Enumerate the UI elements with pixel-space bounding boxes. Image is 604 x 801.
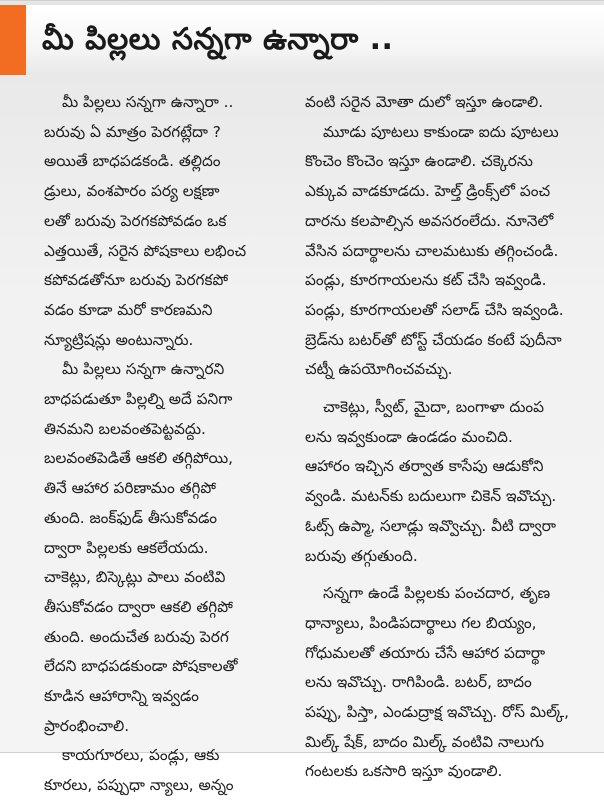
body-line: ద్వారా పిల్లలకు ఆకలేయదు. bbox=[44, 538, 209, 557]
paragraph-gap bbox=[305, 385, 589, 393]
body-line: తీసుకోవడం ద్వారా ఆకలి తగ్గిపో bbox=[44, 597, 233, 616]
body-line: వడం కూడా మరో కారణమని bbox=[44, 300, 213, 319]
body-line: పండ్లు, కూరగాయలతో సలాడ్ చేసి ఇవ్వండి. bbox=[305, 300, 564, 319]
body-line: పప్పు, పిస్తా, ఎండుద్రాక్ష ఇవొచ్చు. రోస్ మిల్క్, bbox=[305, 703, 570, 722]
body-line: మీ పిల్లలు సన్నగా ఉన్నారని bbox=[62, 360, 225, 379]
body-line: ఓట్స్ ఉప్మా, సలాడ్లు ఇవ్వొచ్చు. వీటి ద్వారా bbox=[305, 516, 556, 535]
body-line: ప్రారంభించాలి. bbox=[44, 716, 130, 735]
body-line: బలవంతపెడితే ఆకలి తగ్గిపోయి, bbox=[44, 449, 234, 468]
body-line: ఆహారం ఇచ్చిన తర్వాత కాసేపు ఆడుకోని bbox=[305, 457, 544, 476]
article-column-right bbox=[305, 88, 589, 787]
body-line: చాకెట్లు, బిస్కెట్లు పాలు వంటివి bbox=[44, 568, 226, 587]
body-line: తుంది. అందుచేత బరువు పెరగ bbox=[44, 627, 229, 646]
body-line: లేదని బాధపడకుండా పోషకాలతో bbox=[44, 657, 238, 676]
body-line: అయితే బాధపడకండి. తల్లిదం bbox=[44, 152, 221, 171]
body-line: సన్నగా ఉండే పిల్లలకు పంచదార, తృణ bbox=[323, 584, 551, 603]
body-line: లను ఇవొచ్చు. రాగిపిండి. బటర్, బాదం bbox=[305, 673, 532, 692]
article-title: మీ పిల్లలు సన్నగా ఉన్నారా .. bbox=[42, 22, 394, 57]
body-line: ఎత్తయితే, సరైన పోషకాలు లభించ bbox=[44, 241, 247, 260]
body-line: బ్రెడ్‌ను బటర్‌తో టోస్ట్ చేయడం కంటే పుదీనా bbox=[305, 330, 562, 349]
body-line: మిల్క్ షేక్, బాదం మిల్క్ వంటివి నాలుగు bbox=[305, 732, 545, 751]
article-column-left bbox=[44, 88, 292, 801]
body-line: బాధపడుతూ పిల్లల్ని అదే పనిగా bbox=[44, 390, 233, 409]
body-line: కపోవడతోనూ బరువు పెరగకపో bbox=[44, 271, 229, 290]
body-line: కూరలు, పప్పుధా న్యాలు, అన్నం bbox=[44, 776, 234, 795]
body-line: కాయగూరలు, పండ్లు, ఆకు bbox=[62, 746, 220, 765]
body-line: వంటి సరైన మోతా దులో ఇస్తూ ఉండాలి. bbox=[305, 93, 544, 111]
body-line: గోధుమలతో తయారు చేసే ఆహార పదార్థా bbox=[305, 643, 546, 662]
body-line: తినే ఆహార పరిణామం తగ్గిపో bbox=[44, 479, 216, 498]
body-line: పండ్లు, కూరగాయలను కట్ చేసి ఇవ్వండి. bbox=[305, 271, 547, 290]
body-line: చాకెట్లు, స్వీట్, మైదా, బంగాళా దుంప bbox=[323, 398, 545, 417]
body-line: ఎక్కువ వాడకూడదు. హెల్త్ డ్రింక్స్‌లో పంచ bbox=[305, 182, 551, 201]
body-line: వేసిన పదార్థాలను చాలమటుకు తగ్గించండి. bbox=[305, 241, 559, 260]
body-line: కొంచెం కొంచెం ఇస్తూ ఉండాలి. చక్కెరను bbox=[305, 152, 533, 171]
body-line: గంటలకు ఒకసారి ఇస్తూ వుండాలి. bbox=[305, 762, 503, 781]
body-line: తినమని బలవంతపెట్టవద్దు. bbox=[44, 419, 206, 438]
body-line: డ్రులు, వంశపారం పర్య లక్షణా bbox=[44, 182, 220, 201]
body-line: న్యూట్రిషన్లు అంటున్నారు. bbox=[44, 330, 194, 349]
body-line: బరువు ఏ మాత్రం పెరగట్లేదా ? bbox=[44, 122, 221, 141]
body-line: లతో బరువు పెరగకపోవడం ఒక bbox=[44, 211, 227, 230]
body-line: వ్వండి. మటన్‌కు బదులుగా చికెన్ ఇవొచ్చు. bbox=[305, 487, 557, 506]
body-line: దారను కలపాల్సిన అవసరంలేదు. నూనెలో bbox=[305, 211, 554, 230]
body-line: మీ పిల్లలు సన్నగా ఉన్నారా .. bbox=[62, 93, 234, 111]
title-bar bbox=[0, 5, 604, 75]
body-line: మూడు పూటలు కాకుండా ఐదు పూటలు bbox=[323, 122, 559, 141]
body-line: ధాన్యాలు, పిండిపదార్థాలు గల బియ్యం, bbox=[305, 613, 537, 632]
title-accent-bar bbox=[0, 5, 26, 75]
body-line: బరువు తగ్గుతుంది. bbox=[305, 546, 418, 565]
body-line: చట్నీ ఉపయోగించవచ్చు. bbox=[305, 360, 453, 379]
paragraph-gap bbox=[305, 571, 589, 579]
body-line: తుంది. జంక్‌ఫుడ్ తీసుకోవడం bbox=[44, 508, 217, 527]
body-line: లను ఇవ్వకుండా ఉండడం మంచిది. bbox=[305, 427, 513, 446]
body-line: కూడిన ఆహారాన్ని ఇవ్వడం bbox=[44, 687, 199, 706]
